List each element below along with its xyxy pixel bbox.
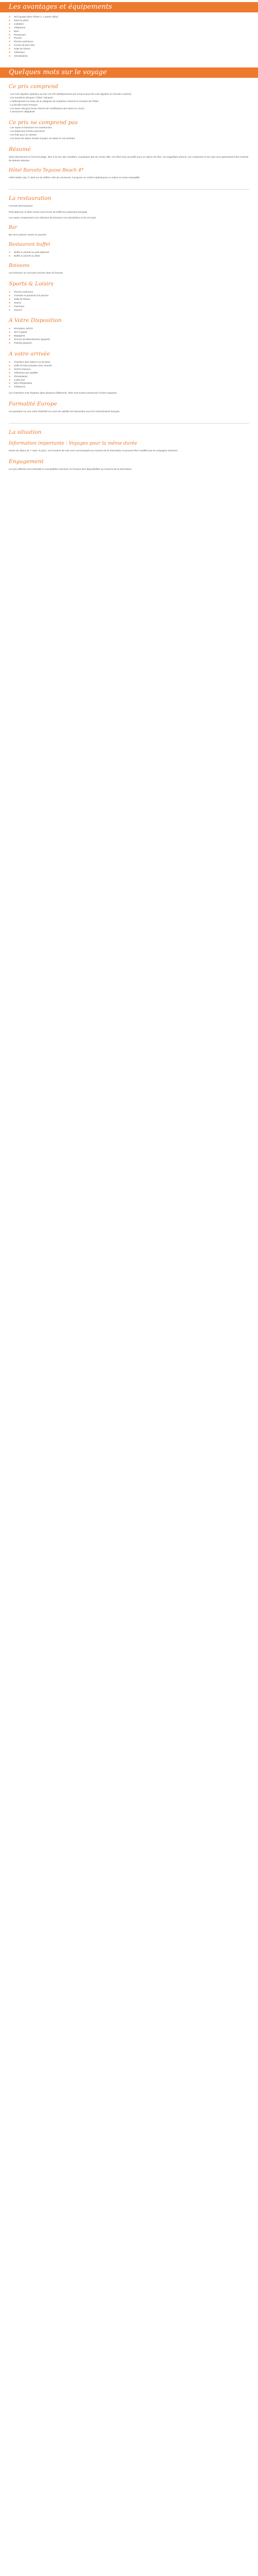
room-item: ● Chambre avec balcon ou terrasse (9, 361, 249, 364)
page (0, 2, 258, 472)
equipment-item: ● Piscine (9, 37, 249, 40)
hotel-body: Hôtel adults only 4* situé sur la célèbre côte de Lanzarote, il propose un confort optimal pour un séjour en toute tranquillité. (9, 176, 140, 179)
page-end (0, 471, 258, 472)
room-item: ● Mini-réfrigérateur (9, 382, 249, 385)
location-title: La situation (9, 429, 42, 436)
restaurant-list (9, 251, 249, 258)
restaurant-item: ● Buffet à volonté au dîner (9, 255, 249, 258)
room-item: ● Sèche-cheveux (9, 368, 249, 371)
sports-item: ● Transats et parasols à la piscine (9, 294, 249, 298)
equipment-item: ● Cafetière (9, 23, 249, 26)
bar-title: Bar (9, 225, 18, 231)
equipment-item: ● Climatisation (9, 55, 249, 58)
services-title: A Votre Disposition (9, 317, 62, 324)
price-includes-list (9, 96, 249, 114)
services-list (9, 327, 249, 345)
service-item: ● Réception 24h/24 (9, 327, 249, 331)
sports-item: ● Sauna (9, 301, 249, 305)
service-item: ● Bagagerie (9, 334, 249, 338)
summary-body: Situé directement en bord de plage, face à la mer des Caraïbes, à quelques pas du centre-ville, cet hôtel vous accueille pour un séjour de rêve. Sa magnifique piscine, son restaurant et son spa vous garantissent des instants de détente absolue. (9, 155, 249, 162)
room-item: ● Coffre-fort (9, 379, 249, 382)
price-includes-item: - La formule Demi-Pension (9, 103, 38, 106)
equipment-item: ● Téléphone (9, 26, 249, 30)
price-includes-item: - L'hébergement en base de la catégorie de chambres réservé en fonction de l'hôtel (9, 99, 99, 103)
restaurant-item: ● Buffet à volonté au petit déjeuner (9, 251, 249, 255)
equipment-item: ● Restaurant (9, 33, 249, 37)
price-excludes-list (9, 126, 249, 141)
divider (9, 189, 249, 190)
room-body: Les chambres sont réparties dans plusieurs bâtiments, elles sont toutes lumineuses et bien équipées. (9, 392, 118, 395)
drinks-title: Boissons (9, 263, 29, 269)
equipment-item: ● Télévision (9, 51, 249, 55)
equipment-item: ● Centre de bien-être (9, 44, 249, 47)
room-item: ● Salle de bain privative avec douche (9, 364, 249, 368)
price-includes-title: Ce prix comprend (9, 83, 58, 90)
price-includes-intro: - Les vols réguliers spéciaux au bon vol A/R (30€/personne par tronçon pour les vols réguliers en formule Lumière) (9, 92, 132, 95)
equipment-item: ● Piscine extérieure (9, 40, 249, 44)
equipment-header: Les avantages et équipements (0, 2, 258, 12)
service-item: ● Service de blanchisserie (payant) (9, 338, 249, 342)
sports-item: ● Jacuzzi (9, 309, 249, 312)
travel-info-header: Quelques mots sur le voyage (0, 67, 258, 78)
price-excludes-item: - Les repas et boissons non mentionnés (9, 126, 52, 129)
dining-note: Les repas comprennent une sélection de boissons non alcoolisées et de vin local. (9, 216, 96, 219)
drinks-body: Les boissons ne sont pas incluses dans la formule. (9, 272, 63, 275)
room-list (9, 361, 249, 389)
price-includes-item: - Les transferts aéroport / hôtel / aéroport. (9, 96, 54, 99)
sports-title: Sports & Loisirs (9, 281, 54, 287)
formalities-title: Formalité Europe (9, 401, 57, 408)
sports-item: ● Salle de fitness (9, 298, 249, 301)
dining-formula: Formule demi-pension (9, 204, 33, 207)
service-item: ● Parking (payant) (9, 342, 249, 345)
sports-item: ● Hammam (9, 305, 249, 309)
equipment-item: ● Dans la pièce (9, 19, 249, 23)
dining-title: La restauration (9, 195, 52, 201)
room-item: ● Télévision par satellite (9, 371, 249, 375)
commitment-title: Engagement (9, 458, 44, 465)
price-excludes-title: Ce prix ne comprend pas (9, 120, 78, 126)
important-info-title: Information importante : Voyages pour la même durée (9, 441, 137, 447)
equipment-item: ● Bain (9, 30, 249, 33)
summary-title: Résumé (9, 146, 31, 152)
price-excludes-item: - Les frais pour un dossier (9, 133, 37, 137)
price-excludes-item: - Les dépenses d'ordre personnel (9, 130, 45, 133)
equipment-item: ● Wi-fi gratuit dans l'hôtel (+ 1 autres villes) (9, 15, 249, 19)
sports-item: ● Piscine extérieure (9, 291, 249, 294)
equipment-item: ● Salle de fitness (9, 47, 249, 51)
price-excludes-item: - Les taxes de séjour locales à payer sur place le cas échéant (9, 137, 75, 140)
room-item: ● Téléphone (9, 385, 249, 389)
hotel-title: Hôtel Barcelo Teguise Beach 4* (9, 167, 84, 173)
commitment-body: Les prix affichés sont indicatifs et susceptibles d'évoluer en fonction des disponibilités au moment de la réservation. (9, 467, 133, 470)
bar-text: Bar de la piscine ouvert en journée. (9, 233, 47, 236)
location-body: Durée du séjour de 7 nuits / 8 jours. Les horaires de vols sont communiqués au moment de la réservation et peuvent être modifiés par la compagnie aérienne. (9, 449, 179, 452)
equipment-list (0, 15, 258, 58)
price-includes-item: - L'assurance obligatoire (9, 110, 35, 113)
room-title: A votre arrivée (9, 350, 50, 357)
room-item: ● Climatisation (9, 375, 249, 379)
sports-list (9, 291, 249, 312)
restaurant-title: Restaurant buffet (9, 242, 51, 248)
service-item: ● Wi-Fi gratuit (9, 331, 249, 334)
dining-breakfast: Petit déjeuner et dîner servis sous forme de buffet au restaurant principal. (9, 210, 88, 213)
price-includes-item: - Les taxes aéroport (sous réserve de modification des taxes en cours) (9, 107, 85, 110)
formalities-body: Un passeport ou une carte d'identité en cours de validité est nécessaire pour les ressortissants français. (9, 410, 120, 413)
